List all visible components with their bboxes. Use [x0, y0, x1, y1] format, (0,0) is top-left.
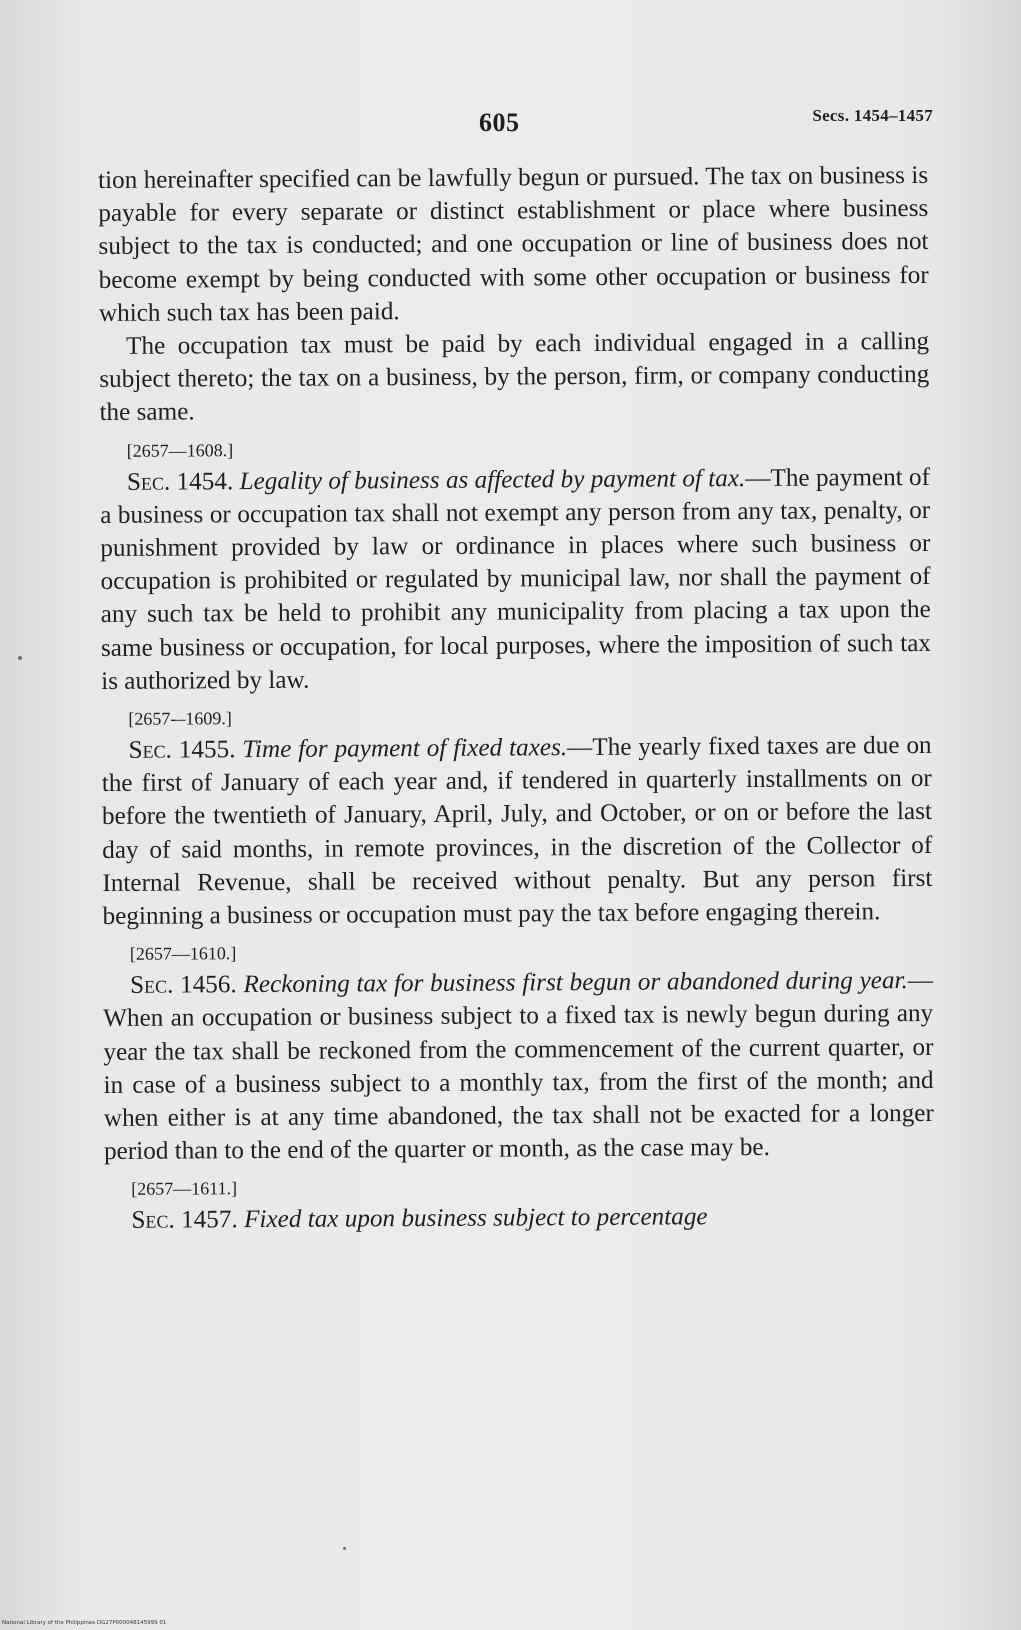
section-1457: [104, 1199, 934, 1237]
section-heading: Time for payment of fixed taxes.: [242, 734, 568, 764]
paragraph-continuation: tion hereinafter specified can be lawfully begun or pursued. The tax on business is payable for every separate or distinct establishment or place where business subject to the tax is conducted; and one occupation or line of business does not become exempt by being conducted with some other occupation or business for which such tax has been paid.: [98, 161, 929, 327]
paragraph-occupation-tax: The occupation tax must be paid by each individual engaged in a calling subject thereto; the tax on a business, by the person, firm, or company conducting the same.: [99, 327, 930, 427]
section-ref-1455: [2657-–1609.]: [128, 708, 232, 729]
section-text: —The yearly fixed taxes are due on the first of January of each year and, if tendered in quarterly installments on or before the twentieth of January, April, July, and October, or on or before the last day of said months, in remote provinces, in the discretion of the Collector of Internal Revenue, shall be received without penalty. But any person first beginning a business or occupation must pay the tax before engaging therein.: [101, 731, 933, 931]
section-1454: [100, 461, 931, 698]
section-label: Sec. 1456.: [129, 971, 237, 1000]
section-heading: Legality of business as affected by payment of tax.: [239, 464, 746, 495]
section-heading: Fixed tax upon business subject to percentage: [243, 1203, 708, 1234]
section-label: Sec. 1454.: [126, 467, 234, 496]
body-text: [98, 159, 935, 1238]
running-head: Secs. 1454–1457: [812, 106, 933, 125]
section-label: Sec. 1457.: [131, 1206, 238, 1235]
section-label: Sec. 1455.: [128, 736, 236, 764]
section-heading: Reckoning tax for business first begun or abandoned during year.: [243, 967, 908, 999]
scan-stamp: National Library of the Philippines DG27P000048145999 01: [2, 1620, 167, 1626]
section-ref-1454: [2657—1608.]: [126, 439, 234, 461]
page-speck: [18, 656, 22, 660]
page-number: 605: [479, 108, 520, 137]
page-speck: [343, 1547, 346, 1550]
section-ref-1457: [2657—1611.]: [131, 1178, 238, 1200]
section-text: —When an occupation or business subject to a fixed tax is newly begun during any year the tax shall be reckoned from the commencement of the current quarter, or in case of a business subject to a monthly tax, from the first of the month; and when either is at any time abandoned, the tax shall not be exacted for a longer period than to the end of the quarter or month, as the case may be.: [103, 967, 934, 1166]
section-1455: [101, 729, 932, 933]
section-1456: [103, 964, 934, 1168]
section-text: —The payment of a business or occupation tax shall not exempt any person from any tax, penalty, or punishment provided by law or ordinance in places where such business or occupation is prohibited or regulated by municipal law, nor shall the payment of any such tax be held to prohibit any municipality from placing a tax upon the same business or occupation, for local purposes, where the imposition of such tax is authorized by law.: [100, 463, 932, 695]
section-ref-1456: [2657—1610.]: [129, 943, 237, 965]
